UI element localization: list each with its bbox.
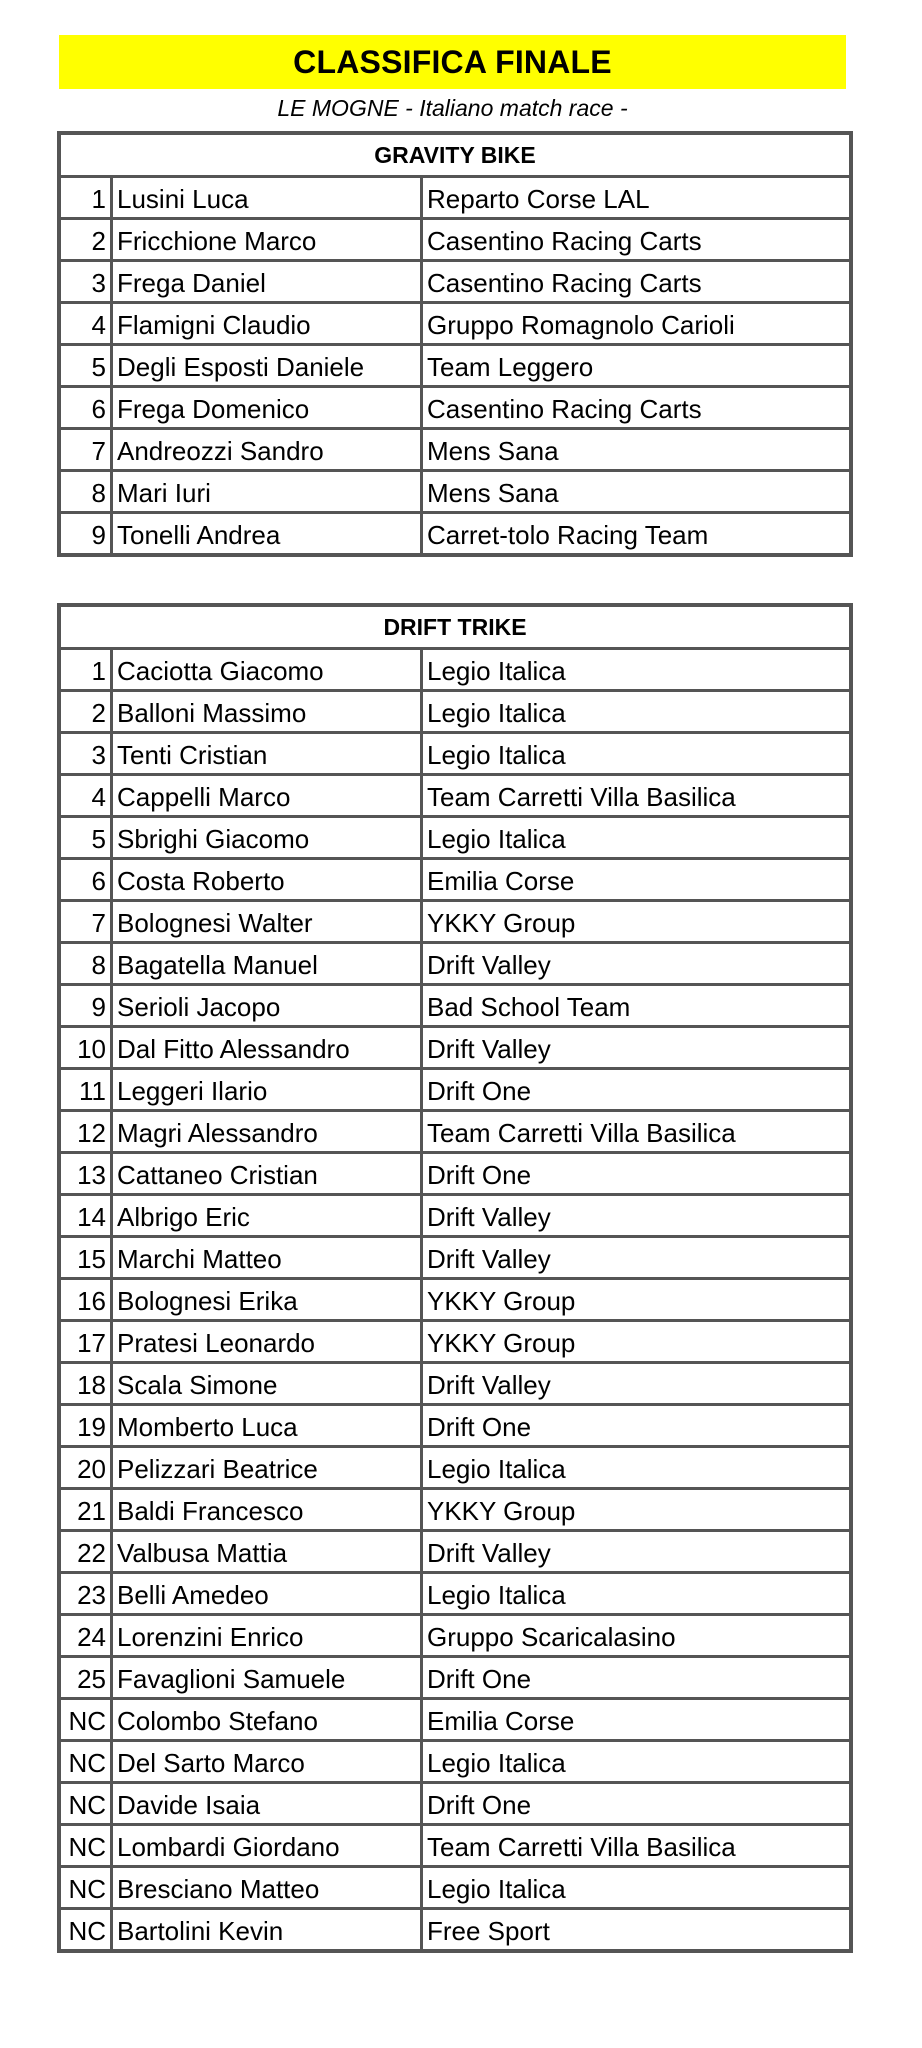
table-row <box>61 1154 849 1196</box>
table-row <box>61 1322 849 1364</box>
team-cell: Drift One <box>427 1076 532 1106</box>
name-cell: Degli Esposti Daniele <box>113 346 423 385</box>
name-cell: Davide Isaia <box>113 1784 423 1823</box>
table-row <box>61 1910 849 1949</box>
table-row <box>61 346 849 388</box>
position-cell: 10 <box>61 1028 113 1067</box>
table-row <box>61 430 849 472</box>
position-cell: NC <box>61 1784 113 1823</box>
name-cell: Costa Roberto <box>113 860 423 899</box>
name-cell: Magri Alessandro <box>113 1112 423 1151</box>
name-cell: Sbrighi Giacomo <box>113 818 423 857</box>
table-row <box>61 1784 849 1826</box>
table-row <box>61 1490 849 1532</box>
name-cell: Mari Iuri <box>113 472 423 511</box>
name-cell: Pratesi Leonardo <box>113 1322 423 1361</box>
team-cell: Drift Valley <box>427 1034 551 1064</box>
team-cell: Team Carretti Villa Basilica <box>427 782 736 812</box>
table-heading: GRAVITY BIKE <box>61 135 849 178</box>
team-cell: Drift Valley <box>427 1244 551 1274</box>
team-cell: YKKY Group <box>427 908 576 938</box>
position-cell: 16 <box>61 1280 113 1319</box>
team-cell: Emilia Corse <box>427 1706 575 1736</box>
table-row <box>61 860 849 902</box>
name-cell: Dal Fitto Alessandro <box>113 1028 423 1067</box>
table-row <box>61 1028 849 1070</box>
name-cell: Caciotta Giacomo <box>113 650 423 689</box>
name-cell: Favaglioni Samuele <box>113 1658 423 1697</box>
position-cell: NC <box>61 1742 113 1781</box>
position-cell: 18 <box>61 1364 113 1403</box>
team-cell: Legio Italica <box>427 740 566 770</box>
position-cell: 3 <box>61 262 113 301</box>
name-cell: Albrigo Eric <box>113 1196 423 1235</box>
team-cell: Reparto Corse LAL <box>427 184 650 214</box>
name-cell: Momberto Luca <box>113 1406 423 1445</box>
position-cell: 3 <box>61 734 113 773</box>
table-row <box>61 1826 849 1868</box>
table-row <box>61 1070 849 1112</box>
table-row <box>61 1406 849 1448</box>
table-row <box>61 1280 849 1322</box>
position-cell: 1 <box>61 650 113 689</box>
table-row <box>61 178 849 220</box>
name-cell: Balloni Massimo <box>113 692 423 731</box>
team-cell: Legio Italica <box>427 656 566 686</box>
name-cell: Frega Daniel <box>113 262 423 301</box>
team-cell: Legio Italica <box>427 698 566 728</box>
page-title: CLASSIFICA FINALE <box>59 35 846 89</box>
team-cell: Drift Valley <box>427 950 551 980</box>
name-cell: Lombardi Giordano <box>113 1826 423 1865</box>
position-cell: 1 <box>61 178 113 217</box>
table-row <box>61 1448 849 1490</box>
table-row <box>61 1196 849 1238</box>
position-cell: 14 <box>61 1196 113 1235</box>
table-row <box>61 1742 849 1784</box>
table-row <box>61 650 849 692</box>
team-cell: Legio Italica <box>427 1748 566 1778</box>
team-cell: YKKY Group <box>427 1286 576 1316</box>
table-row <box>61 944 849 986</box>
team-cell: Legio Italica <box>427 1454 566 1484</box>
team-cell: Mens Sana <box>427 436 559 466</box>
position-cell: 23 <box>61 1574 113 1613</box>
team-cell: Free Sport <box>427 1916 550 1946</box>
table-row <box>61 514 849 553</box>
name-cell: Fricchione Marco <box>113 220 423 259</box>
table-row <box>61 388 849 430</box>
position-cell: 19 <box>61 1406 113 1445</box>
table-row <box>61 262 849 304</box>
name-cell: Bolognesi Walter <box>113 902 423 941</box>
team-cell: Drift One <box>427 1664 532 1694</box>
team-cell: Legio Italica <box>427 824 566 854</box>
position-cell: 22 <box>61 1532 113 1571</box>
name-cell: Cappelli Marco <box>113 776 423 815</box>
table-row <box>61 1700 849 1742</box>
position-cell: NC <box>61 1910 113 1949</box>
position-cell: NC <box>61 1700 113 1739</box>
table-row <box>61 220 849 262</box>
page-subtitle: LE MOGNE - Italiano match race - <box>277 95 628 121</box>
position-cell: 2 <box>61 220 113 259</box>
team-cell: Gruppo Romagnolo Carioli <box>427 310 735 340</box>
position-cell: 12 <box>61 1112 113 1151</box>
position-cell: 17 <box>61 1322 113 1361</box>
position-cell: 8 <box>61 472 113 511</box>
name-cell: Colombo Stefano <box>113 1700 423 1739</box>
team-cell: YKKY Group <box>427 1328 576 1358</box>
team-cell: Drift One <box>427 1412 532 1442</box>
position-cell: NC <box>61 1826 113 1865</box>
position-cell: 20 <box>61 1448 113 1487</box>
position-cell: 4 <box>61 304 113 343</box>
table-row <box>61 1868 849 1910</box>
team-cell: Emilia Corse <box>427 866 575 896</box>
team-cell: Drift One <box>427 1160 532 1190</box>
name-cell: Bartolini Kevin <box>113 1910 423 1949</box>
table-row <box>61 1238 849 1280</box>
table-row <box>61 1574 849 1616</box>
name-cell: Lusini Luca <box>113 178 423 217</box>
name-cell: Bagatella Manuel <box>113 944 423 983</box>
team-cell: Drift One <box>427 1790 532 1820</box>
name-cell: Marchi Matteo <box>113 1238 423 1277</box>
team-cell: Team Leggero <box>427 352 594 382</box>
name-cell: Scala Simone <box>113 1364 423 1403</box>
table-row <box>61 902 849 944</box>
table-row <box>61 1532 849 1574</box>
name-cell: Cattaneo Cristian <box>113 1154 423 1193</box>
name-cell: Tonelli Andrea <box>113 514 423 553</box>
position-cell: 2 <box>61 692 113 731</box>
table-heading: DRIFT TRIKE <box>61 607 849 650</box>
table-row <box>61 1658 849 1700</box>
table-row <box>61 734 849 776</box>
team-cell: Gruppo Scaricalasino <box>427 1622 676 1652</box>
table-row <box>61 986 849 1028</box>
position-cell: NC <box>61 1868 113 1907</box>
table-row <box>61 818 849 860</box>
name-cell: Bolognesi Erika <box>113 1280 423 1319</box>
team-cell: Bad School Team <box>427 992 631 1022</box>
team-cell: Mens Sana <box>427 478 559 508</box>
table-row <box>61 692 849 734</box>
team-cell: Legio Italica <box>427 1874 566 1904</box>
position-cell: 8 <box>61 944 113 983</box>
name-cell: Andreozzi Sandro <box>113 430 423 469</box>
team-cell: Casentino Racing Carts <box>427 226 702 256</box>
name-cell: Tenti Cristian <box>113 734 423 773</box>
position-cell: 11 <box>61 1070 113 1109</box>
position-cell: 4 <box>61 776 113 815</box>
team-cell: Casentino Racing Carts <box>427 394 702 424</box>
position-cell: 7 <box>61 902 113 941</box>
position-cell: 13 <box>61 1154 113 1193</box>
table-row <box>61 304 849 346</box>
team-cell: Drift Valley <box>427 1370 551 1400</box>
team-cell: YKKY Group <box>427 1496 576 1526</box>
gravity-bike-table <box>57 131 853 557</box>
position-cell: 6 <box>61 388 113 427</box>
name-cell: Del Sarto Marco <box>113 1742 423 1781</box>
team-cell: Drift Valley <box>427 1538 551 1568</box>
name-cell: Frega Domenico <box>113 388 423 427</box>
position-cell: 7 <box>61 430 113 469</box>
name-cell: Serioli Jacopo <box>113 986 423 1025</box>
drift-trike-table <box>57 603 853 1953</box>
name-cell: Baldi Francesco <box>113 1490 423 1529</box>
team-cell: Drift Valley <box>427 1202 551 1232</box>
position-cell: 6 <box>61 860 113 899</box>
position-cell: 24 <box>61 1616 113 1655</box>
table-row <box>61 1616 849 1658</box>
table-row <box>61 1112 849 1154</box>
position-cell: 25 <box>61 1658 113 1697</box>
table-row <box>61 1364 849 1406</box>
team-cell: Casentino Racing Carts <box>427 268 702 298</box>
position-cell: 5 <box>61 346 113 385</box>
team-cell: Carret-tolo Racing Team <box>427 520 709 550</box>
name-cell: Pelizzari Beatrice <box>113 1448 423 1487</box>
position-cell: 9 <box>61 514 113 553</box>
name-cell: Bresciano Matteo <box>113 1868 423 1907</box>
name-cell: Flamigni Claudio <box>113 304 423 343</box>
name-cell: Lorenzini Enrico <box>113 1616 423 1655</box>
position-cell: 15 <box>61 1238 113 1277</box>
team-cell: Team Carretti Villa Basilica <box>427 1832 736 1862</box>
name-cell: Leggeri Ilario <box>113 1070 423 1109</box>
name-cell: Valbusa Mattia <box>113 1532 423 1571</box>
team-cell: Legio Italica <box>427 1580 566 1610</box>
name-cell: Belli Amedeo <box>113 1574 423 1613</box>
team-cell: Team Carretti Villa Basilica <box>427 1118 736 1148</box>
table-row <box>61 472 849 514</box>
position-cell: 21 <box>61 1490 113 1529</box>
table-row <box>61 776 849 818</box>
position-cell: 5 <box>61 818 113 857</box>
position-cell: 9 <box>61 986 113 1025</box>
